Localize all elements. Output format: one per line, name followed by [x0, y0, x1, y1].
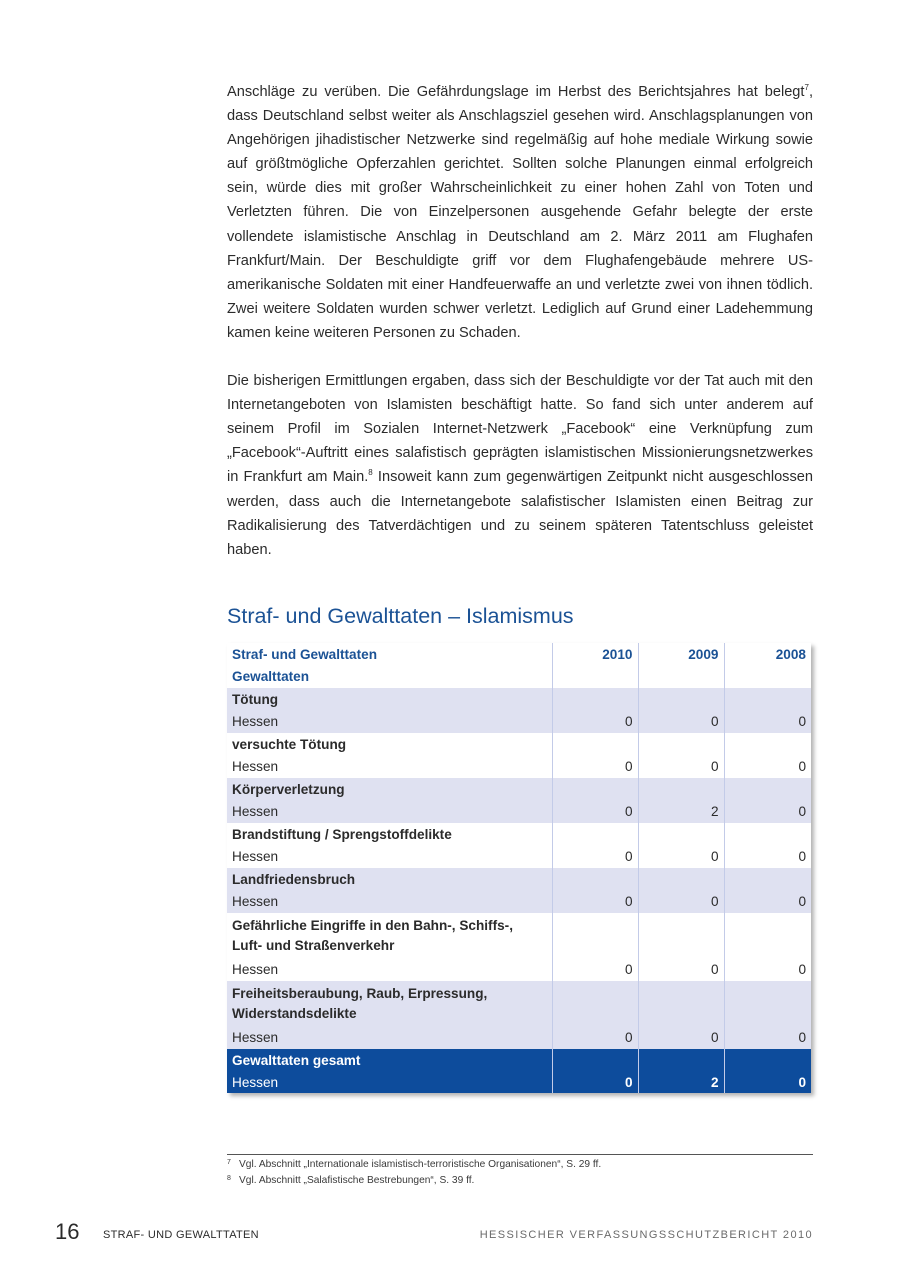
value-cell: 0 [638, 755, 724, 778]
footnote-ref-8[interactable]: 8 [368, 468, 373, 478]
footnote-7 [227, 1157, 813, 1173]
category-label: Tötung [227, 688, 552, 710]
total-row [227, 1071, 811, 1093]
paragraph-1-part-a: Anschläge zu verüben. Die Gefährdungslage im Herbst des Berichtsjahres hat belegt [227, 84, 805, 100]
region-label: Hessen [227, 890, 552, 913]
section-running-head: STRAF- UND GEWALTTATEN [103, 1229, 259, 1241]
paragraph-1-part-b: , dass Deutschland selbst weiter als Anschlagsziel gesehen wird. Anschlagsplanungen von Angehörigen jihadistischer Netzwerke sind regelmäßig auf hohe mediale Wirkung sowie auf größtmögliche Opferzahlen gerichtet. Sollten solche Planungen einmal erfolgreich sein, würde dies mit großer Wahrscheinlichkeit zu einer hohen Zahl von Toten und Verletzten führen. Die von Einzelpersonen ausgehende Gefahr belegte der erste vollendete islamistische Anschlag in Deutschland am 2. März 2011 am Flughafen Frankfurt/Main. Der Beschuldigte griff vor dem Flughafengebäude mehrere US-amerikanische Soldaten mit einer Handfeuerwaffe an und verletzte zwei von ihnen tödlich. Zwei weitere Soldaten wurden schwer verletzt. Lediglich auf Grund einer Ladehemmung kamen keine weiteren Personen zu Schaden. [227, 84, 813, 341]
footnote-8 [227, 1173, 813, 1189]
category-row [227, 733, 811, 755]
value-cell: 0 [638, 710, 724, 733]
paragraph-2-part-a: Die bisherigen Ermittlungen ergaben, dass sich der Beschuldigte vor der Tat auch mit den Internetangeboten von Islamisten beschäftigt hatte. So fand sich unter anderem auf seinem Profil im Sozialen Internet-Netzwerk „Facebook“ eine Verknüpfung zum „Facebook“-Auftritt eines salafistisch geprägten islamistischen Missionierungsnetzwerkes in Frankfurt am Main. [227, 373, 813, 486]
value-cell: 2 [638, 800, 724, 823]
value-cell: 0 [724, 845, 811, 868]
table-row [227, 1026, 811, 1049]
value-cell: 0 [552, 755, 638, 778]
table-row [227, 890, 811, 913]
category-label: Landfriedensbruch [227, 868, 552, 890]
category-label: Körperverletzung [227, 778, 552, 800]
total-label: Gewalttaten gesamt [227, 1049, 552, 1071]
paragraph-2 [227, 369, 813, 562]
footnote-number: 8 [227, 1175, 231, 1182]
header-year-2009: 2009 [638, 643, 724, 665]
category-label-line-1: Freiheitsberaubung, Raub, Erpressung, [232, 986, 488, 1001]
category-label-line-2: Luft- und Straßenverkehr [232, 937, 395, 953]
footnote-ref-7[interactable]: 7 [804, 83, 809, 92]
region-label: Hessen [232, 849, 279, 864]
value-cell: 0 [552, 1026, 638, 1049]
category-row [227, 778, 811, 800]
value-cell: 0 [724, 755, 811, 778]
value-cell: 0 [638, 845, 724, 868]
value-cell: 0 [724, 958, 811, 981]
value-cell: 0 [724, 800, 811, 823]
footnote-number: 7 [227, 1159, 231, 1166]
value-cell: 0 [552, 890, 638, 913]
table-row [227, 755, 811, 778]
header-label: Straf- und Gewalttaten [232, 646, 378, 662]
region-label: Hessen [227, 1071, 552, 1093]
value-cell: 0 [552, 710, 638, 733]
total-value-cell: 2 [638, 1071, 724, 1093]
total-category-row [227, 1049, 811, 1071]
category-label: Brandstiftung / Sprengstoffdelikte [232, 826, 452, 842]
value-cell: 0 [552, 845, 638, 868]
table-header-row [227, 643, 811, 665]
category-label-line-2: Widerstandsdelikte [232, 1005, 357, 1021]
category-row [227, 868, 811, 890]
category-label: versuchte Tötung [232, 736, 347, 752]
paragraph-1 [227, 80, 813, 345]
value-cell: 0 [638, 958, 724, 981]
table-row [227, 958, 811, 981]
region-label: Hessen [227, 1026, 552, 1049]
value-cell: 0 [638, 890, 724, 913]
value-cell: 0 [638, 1026, 724, 1049]
category-row [227, 913, 811, 958]
total-value-cell: 0 [724, 1071, 811, 1093]
page-number: 16 [55, 1219, 80, 1244]
publication-running-head: HESSISCHER VERFASSUNGSSCHUTZBERICHT 2010 [479, 1229, 813, 1241]
value-cell: 0 [724, 1026, 811, 1049]
paragraph-2-part-b: Insoweit kann zum gegenwärtigen Zeitpunkt nicht ausgeschlossen werden, dass auch die Internetangebote salafistischer Islamisten einen Beitrag zur Radikalisierung des Tatverdächtigen und zu seinem späteren Tatentschluss geleistet haben. [227, 469, 814, 558]
header-year-2008: 2008 [724, 643, 811, 665]
category-row [227, 981, 811, 1026]
region-label: Hessen [227, 800, 552, 823]
table-title: Straf- und Gewalttaten – Islamismus [227, 604, 574, 628]
table-subheader-row [227, 665, 811, 688]
category-label [227, 913, 552, 958]
table-row [227, 710, 811, 733]
category-label [227, 981, 552, 1026]
category-row [227, 823, 811, 845]
body-text [227, 80, 813, 562]
footnotes [227, 1157, 813, 1189]
statistics-table [227, 643, 811, 1093]
value-cell: 0 [724, 890, 811, 913]
value-cell: 0 [552, 958, 638, 981]
table-row [227, 845, 811, 868]
footnote-divider [227, 1154, 813, 1155]
value-cell: 0 [552, 800, 638, 823]
category-row [227, 688, 811, 710]
region-label: Hessen [232, 962, 279, 977]
footnote-text: Vgl. Abschnitt „Salafistische Bestrebungen“, S. 39 ff. [239, 1175, 475, 1186]
category-label-line-1: Gefährliche Eingriffe in den Bahn-, Schiffs-, [232, 918, 513, 933]
footnote-text: Vgl. Abschnitt „Internationale islamistisch-terroristische Organisationen“, S. 29 ff. [239, 1159, 602, 1170]
region-label: Hessen [227, 710, 552, 733]
value-cell: 0 [724, 710, 811, 733]
header-sublabel: Gewalttaten [232, 669, 310, 684]
table-row [227, 800, 811, 823]
header-year-2010: 2010 [552, 643, 638, 665]
region-label: Hessen [232, 759, 279, 774]
total-value-cell: 0 [552, 1071, 638, 1093]
